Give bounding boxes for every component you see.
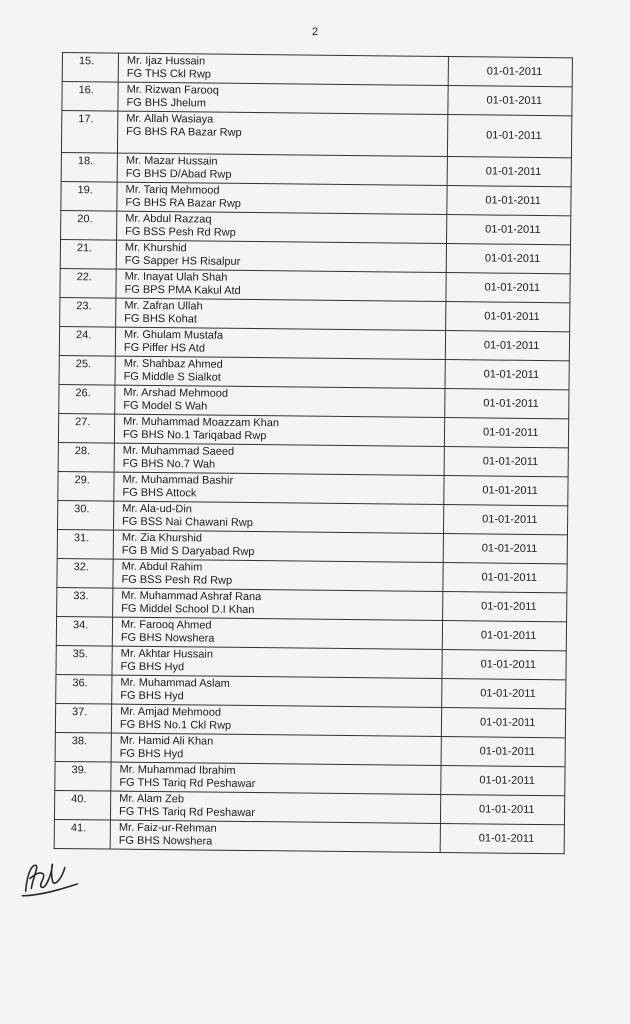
staff-name: Mr. Abdul Razzaq (125, 212, 212, 226)
staff-cell (111, 733, 441, 765)
staff-cell (113, 559, 443, 591)
table-row (54, 819, 564, 853)
staff-name: Mr. Hamid Ali Khan (119, 734, 214, 748)
staff-name: Mr. Faiz-ur-Rehman (118, 821, 217, 835)
school-name: FG Piffer HS Atd (123, 341, 206, 355)
staff-cell (115, 356, 445, 388)
row-number: 24. (59, 326, 115, 356)
school-name: FG BHS Nowshera (118, 834, 213, 848)
effective-date: 01-01-2011 (448, 57, 572, 87)
staff-cell (112, 675, 442, 707)
staff-cell (116, 240, 446, 272)
school-name: FG BHS RA Bazar Rwp (125, 196, 242, 210)
effective-date: 01-01-2011 (444, 476, 568, 506)
staff-cell (112, 646, 442, 678)
staff-name: Mr. Khurshid (124, 241, 187, 255)
row-number: 26. (59, 384, 115, 414)
staff-name: Mr. Rizwan Farooq (126, 83, 219, 97)
staff-cell (118, 82, 448, 114)
staff-name: Mr. Muhammad Saeed (122, 444, 235, 458)
staff-cell (114, 414, 444, 446)
effective-date: 01-01-2011 (442, 679, 566, 709)
effective-date: 01-01-2011 (446, 244, 570, 274)
staff-cell (118, 53, 448, 85)
staff-name: Mr. Muhammad Moazzam Khan (123, 415, 280, 430)
row-number: 34. (56, 616, 112, 646)
staff-name: Mr. Shahbaz Ahmed (123, 357, 223, 371)
staff-name: Mr. Inayat Ulah Shah (124, 270, 228, 284)
effective-date: 01-01-2011 (443, 505, 567, 535)
row-number: 25. (59, 355, 115, 385)
school-name: FG Model S Wah (123, 399, 208, 413)
effective-date: 01-01-2011 (443, 563, 567, 593)
school-name: FG THS Tariq Rd Peshawar (119, 776, 256, 791)
school-name: FG B Mid S Daryabad Rwp (121, 544, 255, 559)
staff-table (54, 52, 573, 854)
staff-cell (110, 820, 440, 852)
staff-name: Mr. Muhammad Aslam (120, 676, 230, 690)
staff-table-container (54, 52, 572, 854)
school-name: FG BHS Nowshera (120, 631, 215, 645)
page-number: 2 (311, 26, 319, 38)
row-number: 16. (62, 82, 118, 112)
staff-name: Mr. Farooq Ahmed (120, 618, 212, 632)
staff-cell (117, 111, 447, 156)
staff-name: Mr. Amjad Mehmood (120, 705, 222, 719)
school-name: FG BSS Pesh Rd Rwp (125, 225, 236, 239)
staff-name: Mr. Arshad Mehmood (123, 386, 229, 400)
school-name: FG BHS Hyd (120, 660, 185, 674)
staff-name: Mr. Ala-ud-Din (122, 502, 192, 516)
staff-name: Mr. Ghulam Mustafa (123, 328, 224, 342)
staff-cell (113, 501, 443, 533)
row-number: 22. (60, 268, 116, 298)
effective-date: 01-01-2011 (445, 389, 569, 419)
school-name: FG BHS Attock (122, 486, 197, 500)
school-name: FG BHS Kohat (124, 312, 198, 326)
row-number: 30. (57, 500, 113, 530)
school-name: FG BHS Jhelum (126, 96, 207, 110)
effective-date: 01-01-2011 (443, 534, 567, 564)
staff-cell (112, 617, 442, 649)
school-name: FG THS Tariq Rd Peshawar (118, 805, 256, 820)
school-name: FG Middel School D.I Khan (121, 602, 255, 617)
staff-cell (116, 269, 446, 301)
row-number: 17. (61, 111, 117, 154)
staff-name: Mr. Ijaz Hussain (126, 54, 206, 68)
school-name: FG Middle S Sialkot (123, 370, 221, 384)
effective-date: 01-01-2011 (443, 592, 567, 622)
staff-cell (116, 298, 446, 330)
effective-date: 01-01-2011 (444, 418, 568, 448)
effective-date: 01-01-2011 (447, 115, 571, 158)
staff-name: Mr. Zafran Ullah (124, 299, 203, 313)
row-number: 21. (60, 239, 116, 269)
staff-cell (117, 211, 447, 243)
handwritten-signature-icon (15, 848, 81, 902)
table-row (61, 111, 571, 158)
staff-cell (115, 385, 445, 417)
effective-date: 01-01-2011 (446, 273, 570, 303)
school-name: FG BSS Pesh Rd Rwp (121, 573, 233, 587)
row-number: 19. (61, 181, 117, 211)
staff-cell (110, 791, 440, 823)
effective-date: 01-01-2011 (445, 360, 569, 390)
effective-date: 01-01-2011 (440, 795, 564, 825)
row-number: 31. (57, 529, 113, 559)
school-name: FG BHS D/Abad Rwp (125, 167, 232, 181)
row-number: 40. (54, 790, 110, 820)
effective-date: 01-01-2011 (446, 302, 570, 332)
effective-date: 01-01-2011 (445, 331, 569, 361)
school-name: FG BHS Hyd (119, 747, 184, 761)
effective-date: 01-01-2011 (448, 86, 572, 116)
row-number: 27. (58, 413, 114, 443)
row-number: 20. (61, 210, 117, 240)
staff-name: Mr. Allah Wasiaya (126, 112, 214, 126)
staff-cell (111, 762, 441, 794)
staff-cell (115, 327, 445, 359)
row-number: 37. (55, 703, 111, 733)
staff-name: Mr. Alam Zeb (119, 792, 185, 806)
school-name: FG BHS Hyd (120, 689, 184, 703)
staff-cell (117, 153, 447, 185)
staff-name: Mr. Abdul Rahim (121, 560, 203, 574)
row-number: 29. (58, 471, 114, 501)
signature-mark (15, 848, 82, 907)
row-number: 38. (55, 732, 111, 762)
effective-date: 01-01-2011 (440, 824, 564, 854)
row-number: 32. (57, 558, 113, 588)
staff-name: Mr. Zia Khurshid (121, 531, 203, 545)
school-name: FG BPS PMA Kakul Atd (124, 283, 241, 297)
staff-cell (113, 530, 443, 562)
row-number: 23. (60, 297, 116, 327)
staff-cell (111, 704, 441, 736)
row-number: 28. (58, 442, 114, 472)
effective-date: 01-01-2011 (441, 708, 565, 738)
school-name: FG BSS Nai Chawani Rwp (122, 515, 253, 530)
school-name: FG BHS No.1 Tariqabad Rwp (122, 428, 267, 443)
row-number: 39. (55, 761, 111, 791)
row-number: 18. (61, 152, 117, 182)
row-number: 35. (56, 645, 112, 675)
staff-cell (113, 588, 443, 620)
school-name: FG THS Ckl Rwp (126, 67, 211, 81)
effective-date: 01-01-2011 (442, 650, 566, 680)
school-name: FG BHS RA Bazar Rwp (126, 125, 242, 139)
staff-name: Mr. Mazar Hussain (125, 154, 218, 168)
staff-cell (114, 443, 444, 475)
staff-name: Mr. Muhammad Ibrahim (119, 763, 236, 777)
effective-date: 01-01-2011 (444, 447, 568, 477)
staff-name: Mr. Muhammad Ashraf Rana (121, 589, 262, 604)
row-number: 15. (62, 53, 118, 83)
effective-date: 01-01-2011 (441, 737, 565, 767)
staff-table-body (54, 53, 572, 854)
school-name: FG BHS No.7 Wah (122, 457, 216, 471)
effective-date: 01-01-2011 (447, 215, 571, 245)
staff-cell (117, 182, 447, 214)
staff-name: Mr. Muhammad Bashir (122, 473, 234, 487)
row-number: 41. (54, 819, 110, 849)
school-name: FG Sapper HS Risalpur (124, 254, 241, 268)
row-number: 33. (57, 587, 113, 617)
staff-name: Mr. Tariq Mehmood (125, 183, 220, 197)
effective-date: 01-01-2011 (441, 766, 565, 796)
effective-date: 01-01-2011 (442, 621, 566, 651)
school-name: FG BHS No.1 Ckl Rwp (119, 718, 232, 732)
staff-name: Mr. Akhtar Hussain (120, 647, 214, 661)
row-number: 36. (56, 674, 112, 704)
effective-date: 01-01-2011 (447, 157, 571, 187)
staff-cell (114, 472, 444, 504)
effective-date: 01-01-2011 (447, 186, 571, 216)
